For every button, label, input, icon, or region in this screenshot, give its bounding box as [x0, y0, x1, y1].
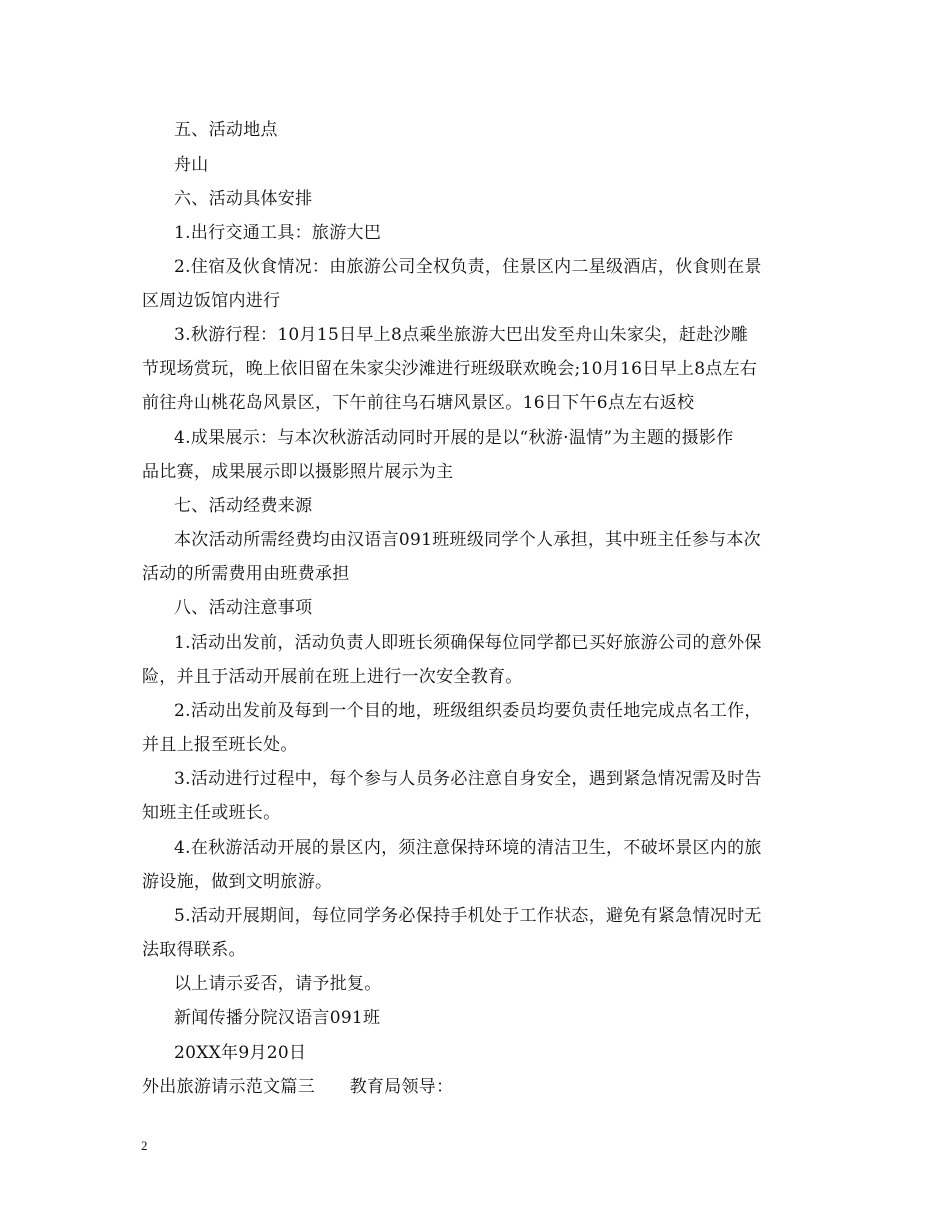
paragraph-line: 节现场赏玩，晚上依旧留在朱家尖沙滩进行班级联欢晚会;10月16日早上8点左右: [142, 359, 758, 379]
paragraph-line: 舟山: [174, 155, 209, 175]
page-number: 2: [141, 1138, 148, 1153]
paragraph-line: 险，并且于活动开展前在班上进行一次安全教育。: [142, 667, 523, 687]
paragraph-line: 品比赛，成果展示即以摄影照片展示为主: [142, 462, 454, 482]
paragraph-line: 知班主任或班长。: [142, 803, 281, 823]
paragraph-line: 并且上报至班长处。: [142, 735, 298, 755]
heading-precautions: 八、活动注意事项: [174, 598, 313, 618]
paragraph-line: 2.住宿及伙食情况：由旅游公司全权负责，住景区内二星级酒店，伙食则在景: [174, 257, 762, 277]
paragraph-line: 区周边饭馆内进行: [142, 291, 281, 311]
signature-date: 20XX年9月20日: [174, 1043, 307, 1063]
next-section-title: 外出旅游请示范文篇三 教育局领导：: [142, 1077, 454, 1097]
paragraph-line: 游设施，做到文明旅游。: [142, 872, 333, 892]
paragraph-line: 法取得联系。: [142, 940, 246, 960]
paragraph-line: 活动的所需费用由班费承担: [142, 564, 350, 584]
paragraph-line: 3.活动进行过程中，每个参与人员务必注意自身安全，遇到紧急情况需及时告: [174, 769, 762, 789]
heading-activity-schedule: 六、活动具体安排: [174, 189, 313, 209]
paragraph-line: 本次活动所需经费均由汉语言091班班级同学个人承担，其中班主任参与本次: [174, 530, 761, 550]
paragraph-line: 前往舟山桃花岛风景区，下午前往乌石塘风景区。16日下午6点左右返校: [142, 393, 695, 413]
paragraph-line: 1.活动出发前，活动负责人即班长须确保每位同学都已买好旅游公司的意外保: [174, 633, 762, 653]
signature-sender: 新闻传播分院汉语言091班: [174, 1008, 381, 1028]
paragraph-line: 4.成果展示：与本次秋游活动同时开展的是以“秋游·温情”为主题的摄影作: [174, 428, 734, 448]
paragraph-line: 1.出行交通工具：旅游大巴: [174, 223, 382, 243]
paragraph-line: 5.活动开展期间，每位同学务必保持手机处于工作状态，避免有紧急情况时无: [174, 906, 762, 926]
closing-request: 以上请示妥否，请予批复。: [174, 974, 382, 994]
paragraph-line: 3.秋游行程：10月15日早上8点乘坐旅游大巴出发至舟山朱家尖，赶赴沙雕: [174, 325, 749, 345]
heading-activity-location: 五、活动地点: [174, 120, 278, 140]
paragraph-line: 4.在秋游活动开展的景区内，须注意保持环境的清洁卫生，不破坏景区内的旅: [174, 838, 762, 858]
paragraph-line: 2.活动出发前及每到一个目的地，班级组织委员均要负责任地完成点名工作，: [174, 701, 762, 721]
heading-funding-source: 七、活动经费来源: [174, 496, 313, 516]
